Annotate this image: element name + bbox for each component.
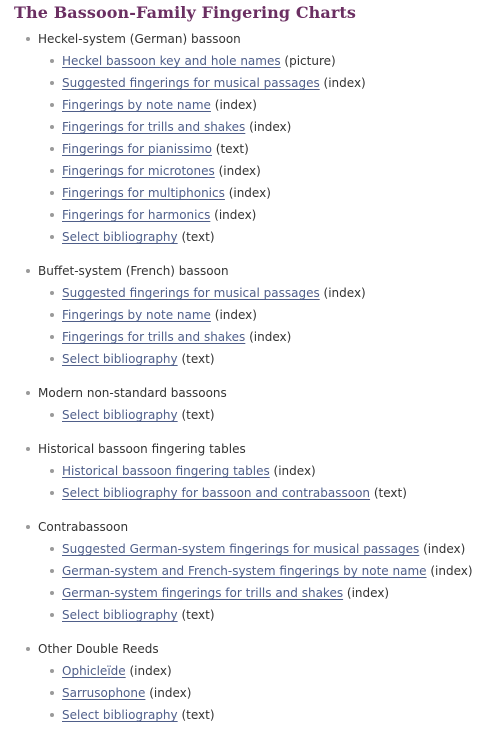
section-heading [0,382,491,404]
section-spacer [0,370,491,382]
list-item [0,160,491,182]
list-item [0,304,491,326]
link-type-label: (text) [177,708,215,722]
section-heading-text: Buffet-system (French) bassoon [38,264,229,278]
bullet-icon [50,313,54,317]
bullet-icon [50,569,54,573]
link-type-label: (index) [214,164,261,178]
bullet-icon [26,647,30,651]
link-type-label: (index) [269,464,316,478]
bullet-icon [50,713,54,717]
bullet-icon [50,147,54,151]
section-list [0,28,491,726]
list-item [0,704,491,726]
list-item [0,404,491,426]
chart-link[interactable]: Fingerings for harmonics [62,208,211,222]
chart-link[interactable]: Fingerings for multiphonics [62,186,225,200]
list-item [0,94,491,116]
bullet-icon [50,357,54,361]
chart-link[interactable]: Select bibliography [62,408,178,422]
chart-link[interactable]: Heckel bassoon key and hole names [62,54,281,68]
section [0,516,491,638]
link-list [0,660,491,726]
link-type-label: (index) [125,664,172,678]
chart-link[interactable]: German-system and French-system fingerings by note name [62,564,427,578]
chart-link[interactable]: Historical bassoon fingering tables [62,464,270,478]
chart-link[interactable]: Ophicleïde [62,664,126,678]
link-type-label: (index) [319,76,366,90]
list-item [0,326,491,348]
link-list [0,460,491,504]
chart-link[interactable]: Suggested German-system fingerings for musical passages [62,542,420,556]
chart-link[interactable]: Fingerings for pianissimo [62,142,212,156]
link-type-label: (index) [319,286,366,300]
link-type-label: (index) [224,186,271,200]
section [0,260,491,382]
list-item [0,482,491,504]
link-type-label: (text) [177,408,215,422]
bullet-icon [50,547,54,551]
link-type-label: (text) [211,142,249,156]
section-heading [0,28,491,50]
chart-link[interactable]: Select bibliography [62,230,178,244]
link-type-label: (picture) [280,54,336,68]
section-spacer [0,504,491,516]
link-type-label: (text) [177,230,215,244]
section [0,638,491,726]
chart-link[interactable]: Suggested fingerings for musical passages [62,76,320,90]
bullet-icon [26,447,30,451]
chart-link[interactable]: Fingerings by note name [62,308,211,322]
bullet-icon [50,81,54,85]
bullet-icon [50,591,54,595]
link-type-label: (text) [370,486,407,500]
link-type-label: (index) [245,330,292,344]
list-item [0,538,491,560]
section-heading [0,516,491,538]
section [0,438,491,516]
link-type-label: (index) [210,98,257,112]
chart-link[interactable]: Fingerings for trills and shakes [62,330,246,344]
bullet-icon [50,613,54,617]
bullet-icon [50,691,54,695]
list-item [0,460,491,482]
list-item [0,604,491,626]
list-item [0,348,491,370]
link-type-label: (index) [210,308,257,322]
bullet-icon [50,103,54,107]
section-heading [0,438,491,460]
chart-link[interactable]: Select bibliography [62,708,178,722]
list-item [0,560,491,582]
chart-link[interactable]: Fingerings for trills and shakes [62,120,246,134]
bullet-icon [50,125,54,129]
list-item [0,72,491,94]
link-type-label: (index) [426,564,473,578]
list-item [0,226,491,248]
section-heading [0,260,491,282]
link-type-label: (text) [177,608,215,622]
chart-link[interactable]: Fingerings for microtones [62,164,215,178]
list-item [0,660,491,682]
list-item [0,50,491,72]
link-type-label: (index) [210,208,257,222]
bullet-icon [50,235,54,239]
list-item [0,116,491,138]
section-heading-text: Modern non-standard bassoons [38,386,227,400]
link-list [0,50,491,248]
section-spacer [0,248,491,260]
link-type-label: (index) [343,586,390,600]
chart-link[interactable]: Fingerings by note name [62,98,211,112]
bullet-icon [50,413,54,417]
section-heading-text: Contrabassoon [38,520,129,534]
section-spacer [0,426,491,438]
bullet-icon [26,269,30,273]
bullet-icon [26,37,30,41]
link-type-label: (index) [145,686,192,700]
chart-link[interactable]: Select bibliography [62,352,178,366]
section-heading-text: Heckel-system (German) bassoon [38,32,241,46]
chart-link[interactable]: Select bibliography [62,608,178,622]
bullet-icon [50,291,54,295]
bullet-icon [50,191,54,195]
section-heading [0,638,491,660]
list-item [0,138,491,160]
section-spacer [0,626,491,638]
list-item [0,282,491,304]
section-heading-text: Historical bassoon fingering tables [38,442,246,456]
list-item [0,582,491,604]
link-type-label: (index) [419,542,466,556]
bullet-icon [50,669,54,673]
bullet-icon [26,525,30,529]
chart-link[interactable]: Sarrusophone [62,686,146,700]
chart-link[interactable]: German-system fingerings for trills and shakes [62,586,344,600]
link-list [0,538,491,626]
bullet-icon [50,169,54,173]
bullet-icon [26,391,30,395]
bullet-icon [50,213,54,217]
link-type-label: (index) [245,120,292,134]
page-title: The Bassoon-Family Fingering Charts [14,3,357,22]
section [0,382,491,438]
link-list [0,404,491,426]
bullet-icon [50,491,54,495]
list-item [0,204,491,226]
section-heading-text: Other Double Reeds [38,642,159,656]
chart-link[interactable]: Suggested fingerings for musical passages [62,286,320,300]
link-type-label: (text) [177,352,215,366]
bullet-icon [50,469,54,473]
section [0,28,491,260]
chart-link[interactable]: Select bibliography for bassoon and contrabassoon [62,486,371,500]
bullet-icon [50,335,54,339]
link-list [0,282,491,370]
bullet-icon [50,59,54,63]
list-item [0,682,491,704]
list-item [0,182,491,204]
